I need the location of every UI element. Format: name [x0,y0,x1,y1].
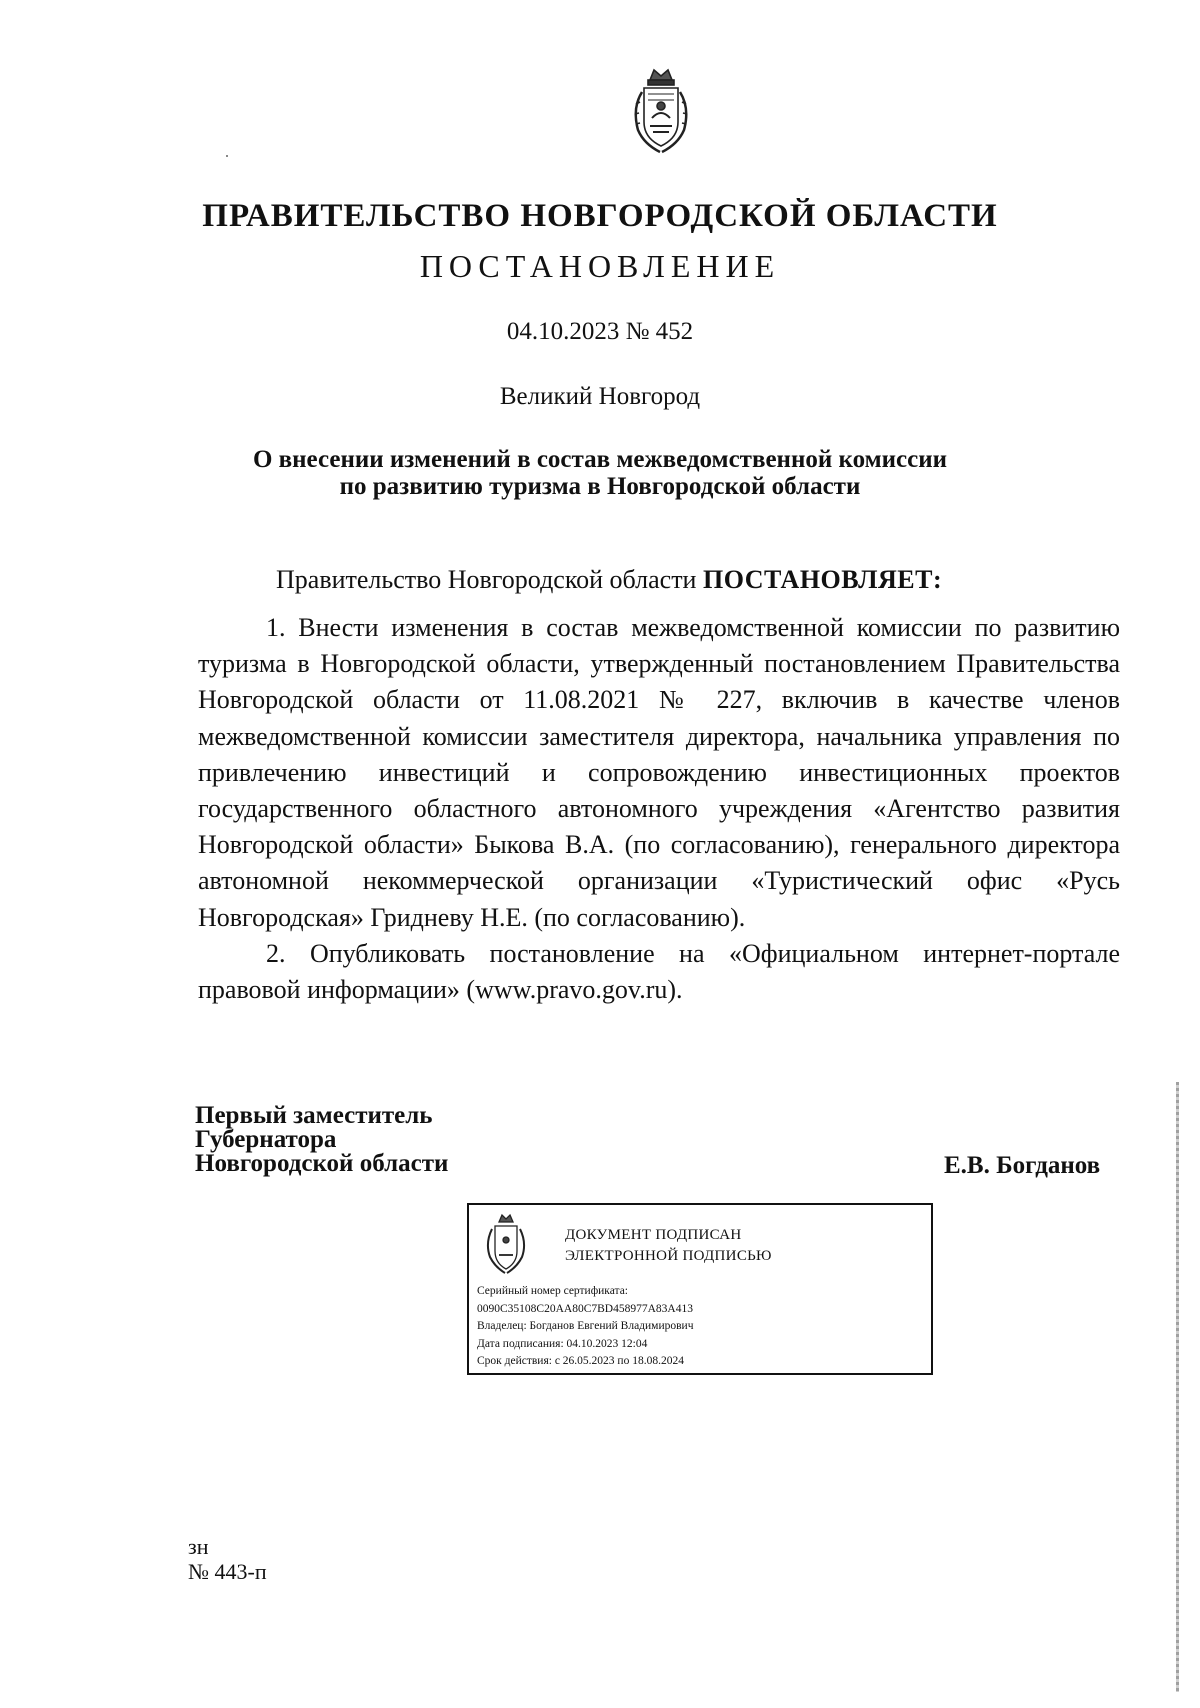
footer-line-2: № 443-п [188,1559,267,1584]
clause-2: 2. Опубликовать постановление на «Официальном интернет-портале правовой информации» (www.pravo.gov.ru). [198,938,1120,1005]
novgorod-coat-of-arms-icon [483,1211,529,1275]
signer-position-line-2: Губернатора [195,1126,337,1153]
government-title: ПРАВИТЕЛЬСТВО НОВГОРОДСКОЙ ОБЛАСТИ [202,198,998,234]
preamble-bold: ПОСТАНОВЛЯЕТ: [702,565,943,594]
date-and-number: 04.10.2023 № 452 [506,318,694,345]
preamble-text: Правительство Новгородской области [276,565,703,594]
preamble [276,565,942,595]
subject-line-2: по развитию туризма в Новгородской области [339,473,861,500]
footer-line-1: зн [188,1534,209,1559]
stamp-cert-label: Серийный номер сертификата: [477,1285,628,1297]
signer-position-line-3: Новгородской области [195,1150,449,1177]
document-body [198,610,1120,1008]
scan-edge-artifact [1176,1082,1179,1692]
document-subject [0,446,1200,500]
stamp-owner: Владелец: Богданов Евгений Владимирович [477,1320,694,1333]
novgorod-coat-of-arms-icon [626,64,696,156]
document-type: ПОСТАНОВЛЕНИЕ [419,248,781,284]
stamp-cert-number: 0090C35108C20AA80C7BD458977A83A413 [477,1302,693,1315]
stamp-validity: Срок действия: с 26.05.2023 по 18.08.2024 [477,1355,684,1368]
clause-1: 1. Внести изменения в состав межведомственной комиссии по развитию туризма в Новгородской области, утвержденный постановлением Правительства Новгородской области от 11.08.2021 № 227, включив в качестве членов межведомственной комиссии заместителя директора, начальника управления по привлечению инвестиций и сопровождению инвестиционных проектов государственного областного автономного учреждения «Агентство развития Новгородской области» Быкова В.А. (по согласованию), генерального директора автономной некоммерческой организации «Туристический офис «Русь Новгородская» Гридневу Н.Е. (по согласованию). [198,613,1120,932]
subject-line-1: О внесении изменений в состав межведомственной комиссии [252,446,948,473]
signer-position-line-1: Первый заместитель [195,1102,433,1129]
city: Великий Новгород [499,383,701,410]
scan-dot-artifact [226,155,228,157]
footer-code [188,1534,267,1584]
signer-name: Е.В. Богданов [944,1152,1101,1179]
stamp-signed-date: Дата подписания: 04.10.2023 12:04 [477,1337,648,1350]
stamp-title [565,1225,925,1267]
stamp-details [477,1283,693,1371]
electronic-signature-stamp [467,1203,933,1375]
stamp-title-line-2: ЭЛЕКТРОННОЙ ПОДПИСЬЮ [565,1248,772,1264]
signer-position [195,1104,448,1176]
stamp-title-line-1: ДОКУМЕНТ ПОДПИСАН [565,1227,742,1243]
